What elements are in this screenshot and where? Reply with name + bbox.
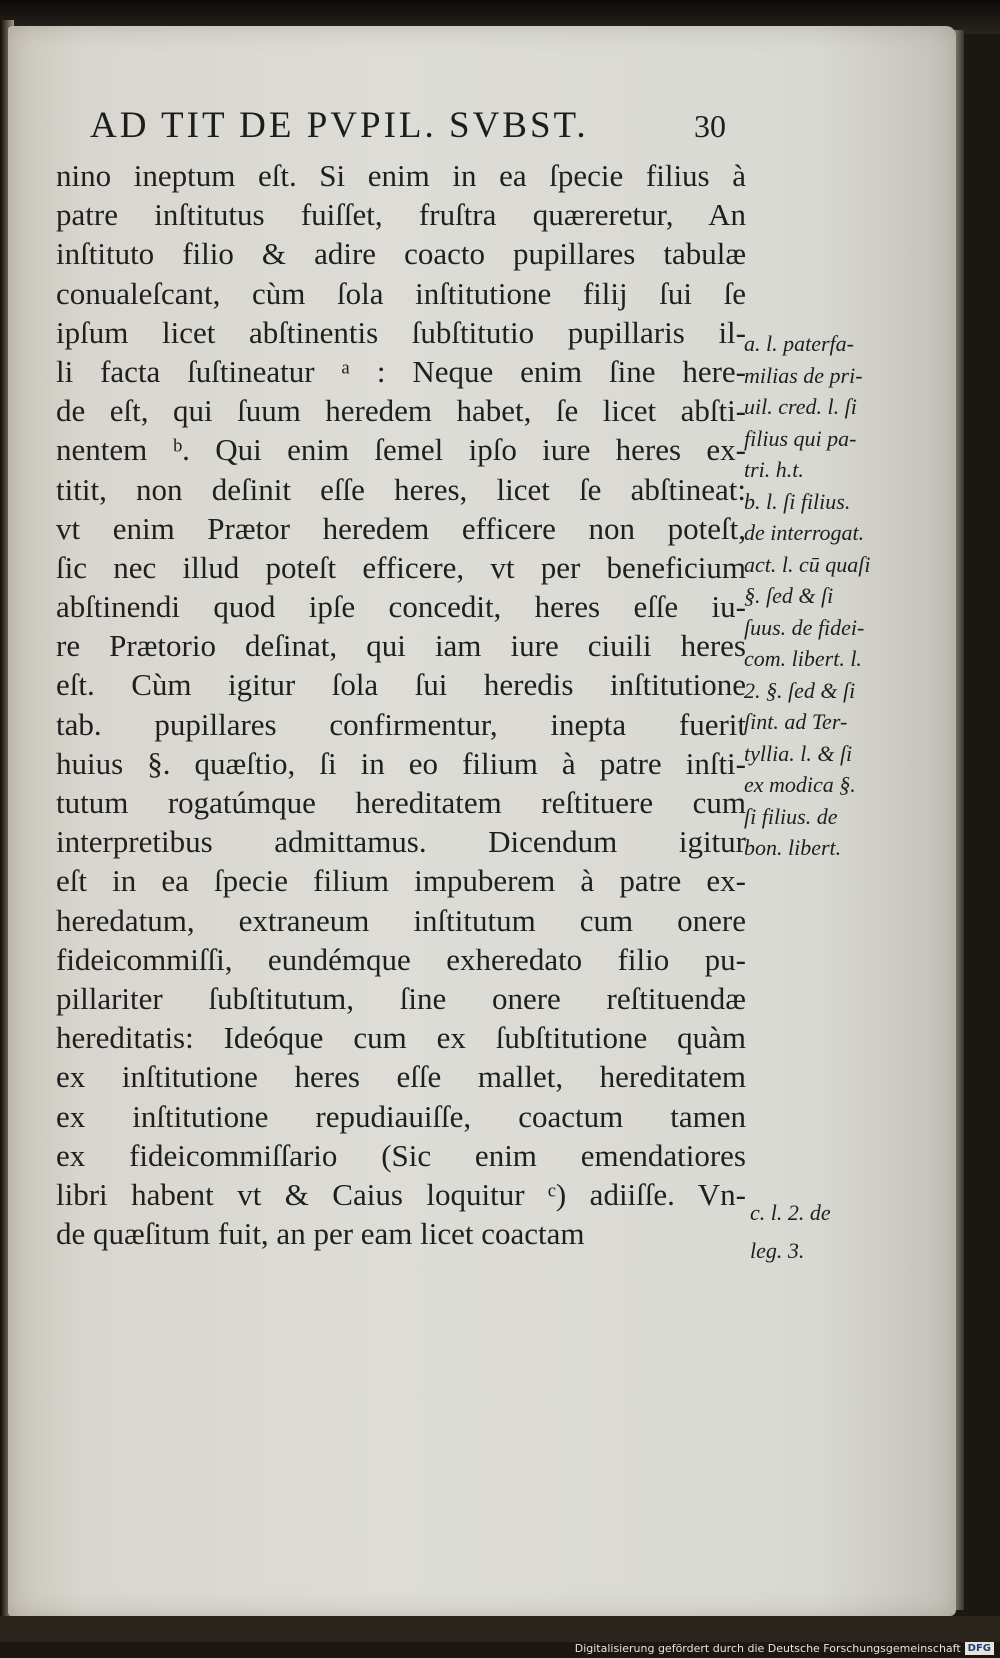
text-line: de eſt, qui ſuum heredem habet, ſe licet abſti-	[56, 393, 746, 429]
margin-note-line: act. l. cū quaſi	[744, 551, 871, 577]
dfg-logo: DFG	[965, 1642, 994, 1655]
text-line: huius §. quæſtio, ſi in eo filium à patre inſti-	[56, 745, 746, 781]
text-line: eſt. Cùm igitur ſola ſui heredis inſtitutione	[56, 667, 746, 703]
margin-note-line: tri. h.t.	[744, 457, 804, 482]
text-line: ipſum licet abſtinentis ſubſtitutio pupillaris il-	[56, 314, 746, 350]
text-line: eſt in ea ſpecie filium impuberem à patre ex-	[56, 863, 746, 899]
text-line: ex inſtitutione heres eſſe mallet, hereditatem	[56, 1059, 746, 1095]
text-line: vt enim Prætor heredem efficere non poteſt,	[56, 510, 746, 546]
text-line: tutum rogatúmque hereditatem reſtituere cum	[56, 785, 746, 820]
margin-note-line: §. ſed & ſi	[744, 583, 834, 608]
running-head: AD TIT DE PVPIL. SVBST.	[90, 105, 589, 146]
text-line: hereditatis: Ideóque cum ex ſubſtitutione quàm	[56, 1020, 746, 1056]
text-line: ex inſtitutione repudiauiſſe, coactum tamen	[56, 1098, 746, 1134]
text-line: interpretibus admittamus. Dicendum igitur	[56, 824, 746, 860]
text-line: ex fideicommiſſario (Sic enim emendatiores	[56, 1137, 746, 1173]
text-line: abſtinendi quod ipſe concedit, heres eſſe iu-	[56, 589, 746, 625]
text-line: titit, non deſinit eſſe heres, licet ſe abſtineat:	[56, 471, 746, 507]
margin-note-line: tyllia. l. & ſi	[744, 740, 853, 766]
text-line: pillariter ſubſtitutum, ſine onere reſtituendæ	[56, 980, 746, 1016]
text-line: inſtituto filio & adire coacto pupillares tabulæ	[56, 236, 746, 272]
text-line: ſic nec illud poteſt efficere, vt per beneficium	[56, 549, 746, 585]
bleed-through-text	[80, 1292, 640, 1330]
text-line: conualeſcant, cùm ſola inſtitutione filij ſui ſe	[56, 275, 746, 311]
folio-number: 30	[694, 108, 726, 144]
margin-note-line: leg. 3.	[750, 1238, 805, 1263]
margin-note-line: filius qui pa-	[744, 425, 857, 451]
text-line: fideicommiſſi, eundémque exheredato filio pu-	[56, 941, 746, 977]
margin-note-line: bon. libert.	[744, 835, 842, 860]
margin-notes-ab	[744, 328, 894, 864]
margin-note-line: de interrogat.	[744, 520, 865, 545]
main-text-block	[56, 156, 746, 1253]
credit-text: Digitalisierung gefördert durch die Deutsche Forschungsgemeinschaft	[574, 1641, 961, 1655]
text-line: heredatum, extraneum inſtitutum cum onere	[56, 902, 746, 938]
margin-note-line: ex modica §.	[744, 772, 856, 797]
text-line: nino ineptum eſt. Si enim in ea ſpecie filius à	[56, 158, 746, 193]
margin-note-line: ſint. ad Ter-	[744, 709, 848, 734]
digitization-credit	[575, 1640, 994, 1656]
margin-notes-c	[750, 1194, 900, 1270]
text-line: re Prætorio deſinat, qui iam iure ciuili heres	[56, 628, 746, 664]
margin-note-line: ſi filius. de	[744, 803, 838, 829]
margin-note-line: ſuus. de fidei-	[744, 614, 865, 640]
text-line: libri habent vt & Caius loquitur ᶜ) adiiſſe. Vn-	[56, 1176, 746, 1212]
margin-note-line: a. l. paterfa-	[744, 331, 854, 356]
margin-note-line: milias de pri-	[744, 362, 863, 388]
margin-note-line: b. l. ſi filius.	[744, 488, 851, 514]
text-line: li facta ſuſtineatur ᵃ : Neque enim ſine here-	[56, 353, 746, 389]
margin-note-line: 2. §. ſed & ſi	[744, 677, 856, 703]
margin-note-line: c. l. 2. de	[750, 1200, 831, 1225]
text-line: de quæſitum fuit, an per eam licet coactam	[56, 1216, 585, 1252]
text-line: nentem ᵇ. Qui enim ſemel ipſo iure heres ex-	[56, 432, 746, 468]
scan-bottom-band	[0, 1616, 1000, 1642]
margin-note-line: com. libert. l.	[744, 646, 862, 671]
text-line: patre inſtitutus fuiſſet, fruſtra quæreretur, An	[56, 197, 746, 233]
margin-note-line: uil. cred. l. ſi	[744, 394, 857, 419]
text-line: tab. pupillares confirmentur, inepta fuerit	[56, 706, 746, 742]
